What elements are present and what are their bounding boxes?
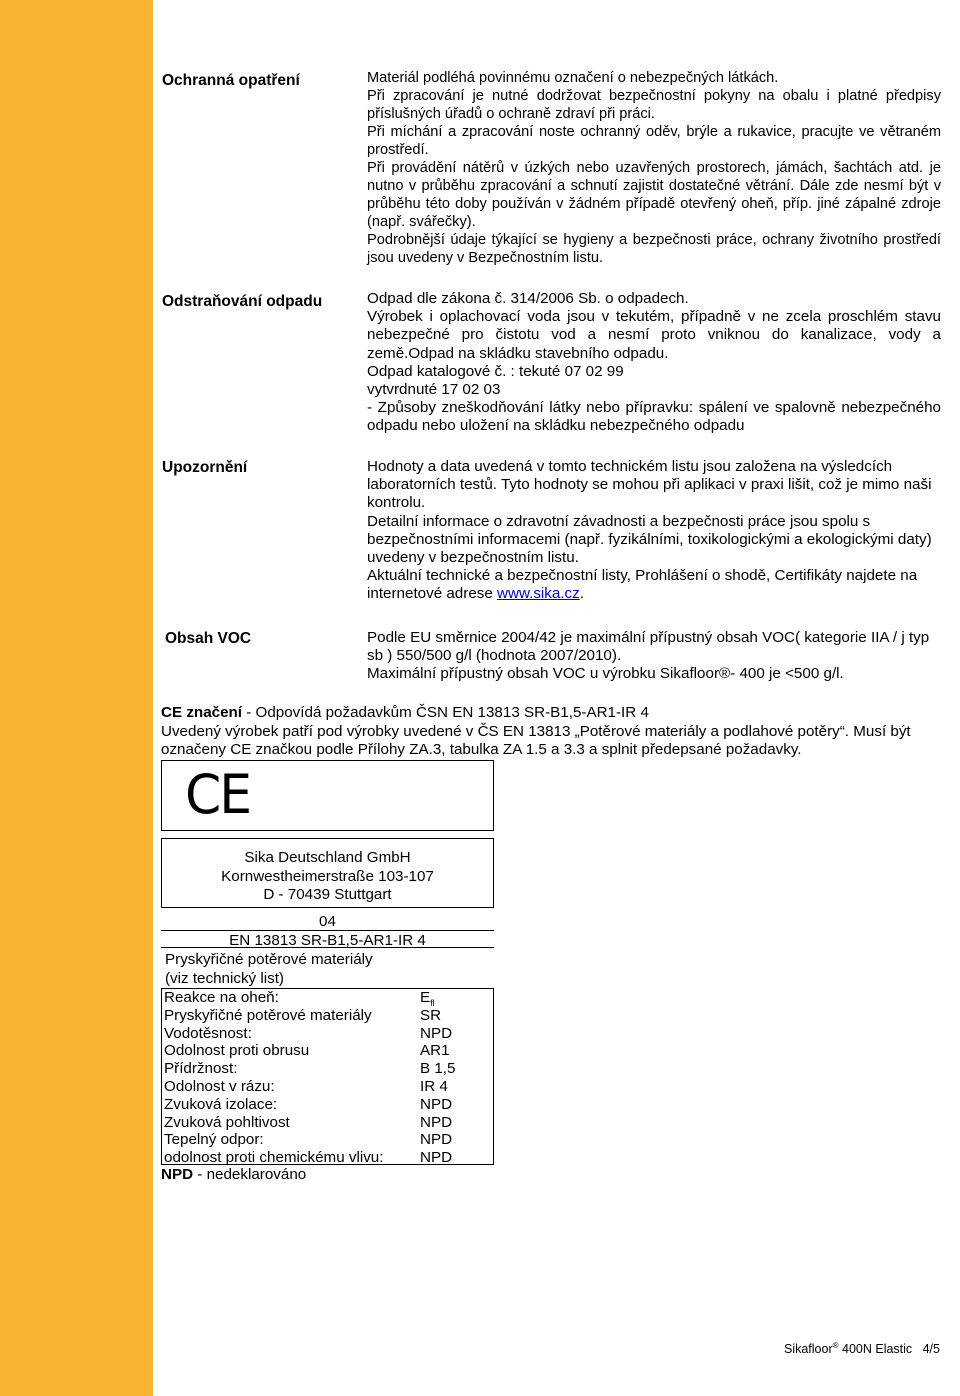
product-line: (viz technický list) — [165, 969, 284, 987]
property-name: Přídržnost: — [164, 1060, 238, 1078]
property-value-text: NPD — [420, 1095, 453, 1113]
property-value — [420, 1025, 452, 1043]
ce-description: Uvedený výrobek patří pod výrobky uvedené v ČS EN 13813 „Potěrové materiály a podlahové potěry“. Musí být označeny CE značkou podle Přílohy ZA.3, tabulka ZA 1.5 a 3.3 a splnit předepsané požadavky. — [161, 722, 911, 758]
ce-section — [161, 704, 941, 760]
side-stripe — [0, 0, 153, 1396]
paragraph: Odpad dle zákona č. 314/2006 Sb. o odpadech. — [367, 290, 689, 307]
property-name: Vodotěsnost: — [164, 1024, 252, 1042]
property-value — [420, 1096, 452, 1114]
property-value-text: NPD — [420, 1024, 453, 1042]
paragraph: Materiál podléhá povinnému označení o nebezpečných látkách. — [367, 70, 779, 86]
company-box — [161, 838, 494, 908]
property-value — [420, 1007, 441, 1025]
paragraph: - Způsoby zneškodňování látky nebo přípravku: spálení ve spalovně nebezpečného odpadu nebo uložení na skládku nebezpečného odpadu — [367, 399, 941, 435]
property-value — [420, 1114, 452, 1132]
section-label-voc: Obsah VOC — [165, 630, 252, 647]
paragraph: vytvrdnuté 17 02 03 — [367, 381, 501, 399]
paragraph: Podrobnější údaje týkající se hygieny a bezpečnosti práce, ochrany životního prostředí jsou uvedeny v Bezpečnostním listu. — [367, 232, 941, 266]
ce-heading — [161, 704, 941, 723]
paragraph: Maximální přípustný obsah VOC u výrobku Sikafloor®- 400 je <500 g/l. — [367, 665, 844, 683]
npd-bold: NPD — [161, 1166, 194, 1183]
property-value — [420, 1042, 450, 1060]
footer-page: 4/5 — [922, 1342, 940, 1357]
ce-mark-logo: CE — [185, 763, 251, 827]
npd-note — [161, 1166, 306, 1183]
page-footer — [784, 1341, 940, 1356]
section-body-waste — [367, 290, 941, 436]
property-name: odolnost proti chemickému vlivu: — [164, 1149, 384, 1167]
ce-heading-text: - Odpovídá požadavkům ČSN EN 13813 SR-B1,5-AR1-IR 4 — [242, 704, 649, 721]
property-name: Reakce na oheň: — [164, 989, 279, 1006]
section-body-protective — [367, 69, 941, 267]
company-name: Sika Deutschland GmbH — [244, 849, 411, 866]
paragraph: Výrobek i oplachovací voda jsou v tekutém, případně v ne zcela proschlém stavu nebezpečné pro čistotu vod a nesmí proto vniknou do kanalizace, vody a země.Odpad na skládku stavebního odpadu. — [367, 308, 941, 362]
standard-info — [161, 913, 494, 950]
section-label-waste: Odstraňování odpadu — [162, 293, 323, 310]
property-value-text: IR 4 — [420, 1078, 448, 1095]
ce-bold-label: CE značení — [161, 704, 243, 721]
property-name: Zvuková izolace: — [164, 1095, 278, 1113]
product-desc — [165, 951, 373, 988]
ce-standard: EN 13813 SR-B1,5-AR1-IR 4 — [229, 931, 426, 949]
footer-product: Sikafloor — [783, 1342, 833, 1357]
product-line: Pryskyřičné potěrové materiály — [165, 951, 373, 968]
divider — [161, 930, 494, 931]
divider — [161, 947, 494, 948]
footer-reg: ® — [832, 1341, 839, 1350]
paragraph: Detailní informace o zdravotní závadnosti a bezpečnosti práce jsou spolu s bezpečnostními informacemi (např. fyzikálními, toxikologickými a ekologickými daty) uvedeny v bezpečnostním listu. — [367, 512, 932, 567]
company-address — [162, 849, 493, 905]
property-value-text: NPD — [420, 1113, 453, 1131]
paragraph: Při provádění nátěrů v úzkých nebo uzavřených prostorech, jámách, šachtách atd. je nutno v průběhu zpracování a schnutí zajistit dostatečné větrání. Dále zde nesmí být v průběhu této doby používán v žádném případě otevřený oheň, příp. jiné zápalné zdroje (např. svářečky). — [367, 160, 941, 230]
company-city: D - 70439 Stuttgart — [263, 886, 392, 903]
property-value — [420, 1131, 452, 1149]
divider — [161, 830, 494, 832]
section-label-notice: Upozornění — [162, 459, 248, 476]
ce-year: 04 — [319, 913, 336, 930]
paragraph: Při zpracování je nutné dodržovat bezpečnostní pokyny na obalu i platné předpisy příslušných úřadů o ochraně zdraví při práci. — [367, 88, 941, 122]
property-value-text: NPD — [420, 1149, 453, 1167]
paragraph: Odpad katalogové č. : tekuté 07 02 99 — [367, 362, 624, 380]
property-name: Zvuková pohltivost — [164, 1113, 290, 1131]
ce-mark-box — [161, 760, 494, 830]
property-name: Pryskyřičné potěrové materiály — [164, 1006, 372, 1024]
paragraph: Při míchání a zpracování noste ochranný oděv, brýle a rukavice, pracujte ve větraném prostředí. — [367, 124, 941, 158]
property-name: Odolnost proti obrusu — [164, 1042, 310, 1060]
section-body-voc — [367, 629, 941, 684]
paragraph: Podle EU směrnice 2004/42 je maximální přípustný obsah VOC( kategorie IIA / j typ sb ) 550/500 g/l (hodnota 2007/2010). — [367, 629, 930, 665]
npd-text: - nedeklarováno — [193, 1166, 307, 1183]
section-label-protective: Ochranná opatření — [162, 72, 300, 89]
section-body-notice — [367, 458, 941, 604]
property-value-text: SR — [420, 1006, 442, 1024]
paragraph — [367, 567, 941, 603]
property-name: Tepelný odpor: — [164, 1131, 264, 1149]
property-value — [420, 1149, 452, 1167]
property-name: Odolnost v rázu: — [164, 1078, 275, 1095]
paragraph-text: Aktuální technické a bezpečnostní listy, Prohlášení o shodě, Certifikáty najdete na internetové adrese — [367, 567, 918, 603]
paragraph: Hodnoty a data uvedená v tomto technickém listu jsou založena na výsledcích laboratorních testů. Tyto hodnoty se mohou při aplikaci v praxi lišit, což je mimo naši kontrolu. — [367, 458, 932, 512]
property-value-text: E — [420, 989, 431, 1006]
paragraph-text: . — [579, 585, 584, 603]
footer-product-rest: 400N Elastic — [838, 1342, 913, 1357]
property-value — [420, 1060, 455, 1078]
property-value-text: NPD — [420, 1131, 453, 1149]
property-value-text: B 1,5 — [420, 1060, 456, 1078]
company-street: Kornwestheimerstraße 103-107 — [221, 867, 434, 885]
property-value-subscript: fl — [430, 998, 435, 1009]
website-link[interactable]: www.sika.cz — [497, 585, 580, 603]
property-value-text: AR1 — [420, 1042, 450, 1060]
property-value — [420, 1078, 448, 1096]
